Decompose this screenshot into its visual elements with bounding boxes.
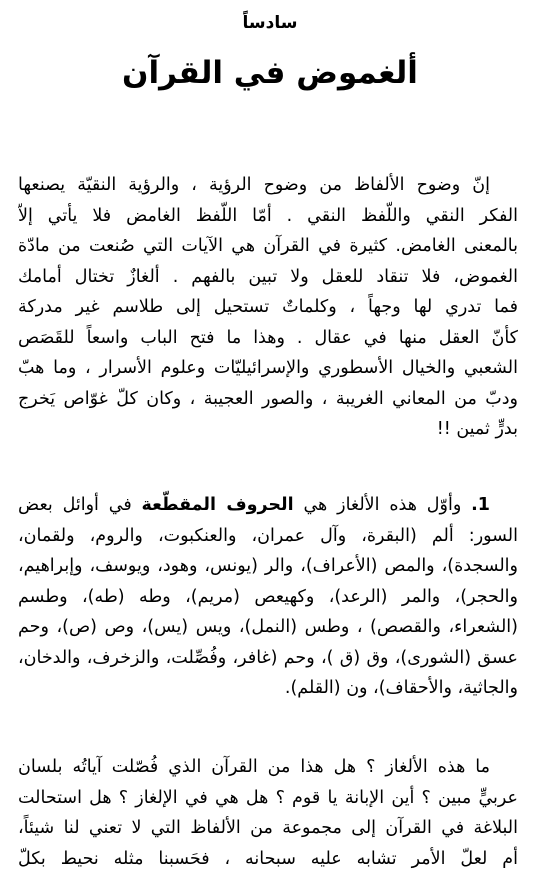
text-line: كأنّ العقل منها في عقال . وهذا ما فتح الباب واسعاً للقَصَص (18, 327, 518, 348)
text-line: بالمعنى الغامض. كثيرة في القرآن هي الآيات التي صُنعت من مادّة (18, 236, 518, 256)
text-line: عسق (الشورى)، وق (ق )، وحم (غافر، وفُصِّلت، والزخرف، والدخان، (18, 647, 518, 668)
chapter-title: ألغموض في القرآن (122, 55, 418, 91)
text-line: البلاغة في القرآن إلى مجموعة من الألفاظ التي لا تعني لنا شيئاً، (18, 818, 518, 838)
text-line: الشعبي والخيال الأسطوري والإسرائيليّات وعلوم الأسرار ، وما هبّ (18, 358, 518, 378)
paragraph-intro (18, 170, 518, 445)
paragraph-muqattaat (18, 490, 518, 704)
text-line: إنّ وضوح الألفاظ من وضوح الرؤية ، والرؤية النقيّة يصنعها (18, 175, 490, 195)
paragraph-questions (18, 752, 518, 874)
text-line: الفكر النقي واللّفظ النقي . أمّا اللّفظ الغامض فلا يأتي إلاّ (18, 205, 518, 226)
text-line: عربيٍّ مبين ؟ أين الإبانة يا قوم ؟ هل هي في الإلغاز ؟ هل استحالت (18, 787, 518, 808)
bold-term: الحروف المقطّعة (141, 495, 294, 515)
item-number: 1. (471, 495, 490, 515)
text-line: والجاثية، والأحقاف)، ون (القلم). (284, 678, 518, 698)
text-line: أم لعلّ الأمر تشابه عليه سبحانه ، فحَسبنا مثله نحيط بكلّ (18, 848, 518, 869)
text-line: ودبّ من المعاني الغريبة ، والصور العجيبة ، وكان كلّ غوّاص يَخرج (18, 388, 518, 409)
text-line: (الشعراء، والقصص) ، وطس (النمل)، ويس (يس)، وص (ص)، وحم (18, 617, 518, 637)
text-line: ما هذه الألغاز ؟ هل هذا من القرآن الذي فُصّلت آياتُه بلسان (18, 757, 490, 777)
text-line: فما تدري لها وجهاً ، وكلماتٌ تستحيل إلى طلاسم غير مدركة (18, 297, 518, 317)
section-number: سادساً (242, 13, 298, 33)
text-line: السور: ألم (البقرة، وآل عمران، والعنكبوت، والروم، ولقمان، (18, 525, 518, 546)
text-line: والحجر)، والمر (الرعد)، وكهيعص (مريم)، وطه (طه)، وطسم (18, 586, 518, 607)
text-line: الغموض، فلا تنقاد للعقل ولا تبين بالفهم . ألغازٌ تختال أمامك (18, 266, 518, 287)
text-line: والسجدة)، والمص (الأعراف)، والر (يونس، وهود، ويوسف، وإبراهيم، (18, 556, 518, 576)
numbered-lead-line (18, 490, 518, 521)
lead-text: وأوّل هذه الألغاز هي (303, 495, 462, 515)
lead-tail-text: في أوائل بعض (18, 495, 132, 515)
text-line: بدرٍّ ثمين !! (436, 419, 518, 439)
